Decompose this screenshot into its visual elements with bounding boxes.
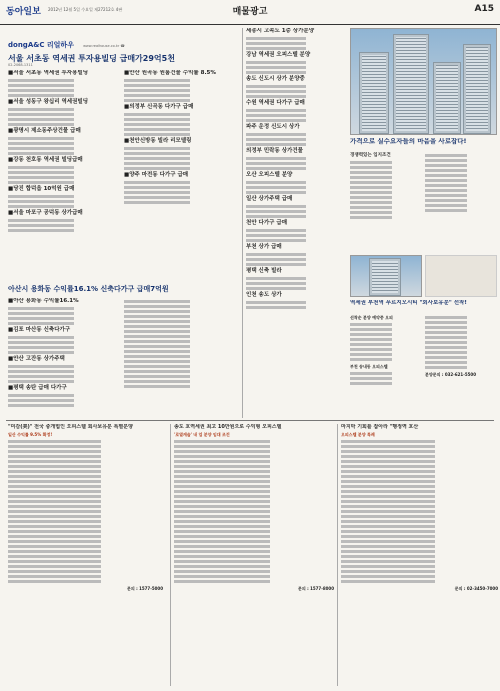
col2-item: ■의정부 신곡동 다가구 급매 — [124, 104, 194, 110]
col1-lower-left — [8, 298, 118, 416]
col1-item: ■서울 성동구 왕십리 역세권빌딩 — [8, 99, 89, 105]
col1-item: ■평택 송탄 급매 다가구 — [8, 385, 67, 391]
page-header — [0, 0, 500, 25]
section-title: 매물광고 — [232, 7, 268, 17]
ad3-title: 마지막 기회를 잡아라 "행정역 호산 — [341, 424, 419, 430]
col1-item: ■강동 천호동 역세권 빌딩급매 — [8, 157, 83, 163]
col1-title2-wrap — [8, 284, 238, 296]
col3 — [242, 28, 346, 418]
col4-tel: 분양문의 : 032-621-5500 — [425, 372, 476, 377]
col1-item: ■당진 합덕읍 10억원 급매 — [8, 186, 75, 192]
col4-lower-b — [425, 314, 495, 414]
col2-lower — [124, 298, 234, 416]
col4-body-b — [425, 152, 495, 252]
issue-date: 2012년 12월 5일 수요일 제27212호 4판 — [48, 7, 123, 12]
col1-headline: 서울 서초동 역세권 투자용빌딩 급매가29억5천 — [8, 54, 175, 63]
ad3-tel: 문의 : 02-3450-7000 — [454, 586, 498, 591]
col4-sub: 부천 송내동 오피스텔 — [350, 364, 388, 369]
col2-item: ■안산 원곡동 원룸건물 수익률 8.5% — [124, 70, 216, 76]
building-photo-small — [350, 255, 422, 297]
brand-url: www.realhouse.co.kr ☎ 02-2068-1311 — [8, 44, 125, 67]
ad2-title: 송도 호역세권 최고 10만원으로 수익형 오피스텔 — [174, 424, 282, 430]
col3-item: 인천 송도 상가 — [246, 292, 282, 298]
col1-headline-2: 아산시 용화동 수익률16.1% 신축다가구 급매7억원 — [8, 285, 169, 293]
col4-title-wrap — [350, 138, 495, 150]
col4-headline: 가격으로 실수요자들의 마음을 사로잡다! — [350, 138, 467, 145]
col3-item: 파주 운정 신도시 상가 — [246, 124, 300, 130]
newspaper-name: 동아일보 — [6, 7, 41, 17]
col1-item: ■안산 고잔동 상가주택 — [8, 356, 65, 362]
col3-item: 송도 신도시 상가 분양중 — [246, 76, 305, 82]
col2-item: ■양주 마전동 다가구 급매 — [124, 172, 189, 178]
col4-caption: 역세권 부천역 푸르지오시티 "회사보유분" 선착! — [350, 300, 467, 306]
ad1-sub: 일산 수익률 9.5% 확정! — [8, 432, 53, 437]
col1-item: ■광명시 제소동주상건물 급매 — [8, 128, 81, 134]
col4-body-a — [350, 152, 420, 252]
bottom-ad-2 — [170, 424, 334, 686]
col3-item: 강남 역세권 오피스텔 분양 — [246, 52, 311, 58]
col1-title-wrap — [8, 54, 238, 66]
col3-item: 의정부 민락동 상가건물 — [246, 148, 303, 154]
col3-item: 천안 다가구 급매 — [246, 220, 288, 226]
col3-title: 세종시 고속도 1층 상가분양 — [246, 28, 315, 34]
floor-plan — [425, 255, 497, 297]
ad2-sub: '로열캐슬' 내 업 분양 임대 조건 — [174, 432, 230, 437]
col2-item: ■천안신방동 빌라 리모델링 — [124, 138, 192, 144]
divider — [6, 420, 494, 421]
col4-subtitle: 경쟁력있는 입지조건 — [350, 153, 391, 158]
brand-name: dongA&C 리얼하우 — [8, 41, 74, 49]
col3-item: 일산 상가주택 급매 — [246, 196, 293, 202]
ad1-tel: 문의 : 1577-5000 — [126, 586, 163, 591]
col4-subcap: 선착순 분양 예약중 오피 — [350, 315, 393, 320]
ad3-sub: 오피스텔 분양 특례 — [341, 432, 375, 437]
col3-item: 부천 상가 급매 — [246, 244, 282, 250]
col3-item: 평택 신축 빌라 — [246, 268, 282, 274]
col1-item: ■서울 마포구 공덕동 상가급매 — [8, 210, 83, 216]
building-photo — [350, 28, 497, 135]
ad1-title: "미감(美)" 전국 중개법인 오피스텔 회사보유분 특별분양 — [8, 424, 133, 430]
col1-item: ■아산 용화동 수익률16.1% — [8, 298, 79, 304]
bottom-ad-3 — [337, 424, 498, 686]
col3-item: 수원 역세권 다가구 급매 — [246, 100, 305, 106]
col2 — [124, 70, 234, 280]
col4-lower-a — [350, 314, 420, 414]
col1-item: ■서울 서초동 역세권 투자용빌딩 — [8, 70, 89, 76]
col4-caption-wrap — [350, 300, 495, 312]
col3-item: 오산 오피스텔 분양 — [246, 172, 293, 178]
col1-left — [8, 70, 118, 280]
page-number: A15 — [474, 4, 494, 14]
bottom-ad-1 — [8, 424, 163, 686]
col1-item: ■김포 마산동 신축다가구 — [8, 327, 71, 333]
ad2-tel: 문의 : 1577-8000 — [297, 586, 334, 591]
